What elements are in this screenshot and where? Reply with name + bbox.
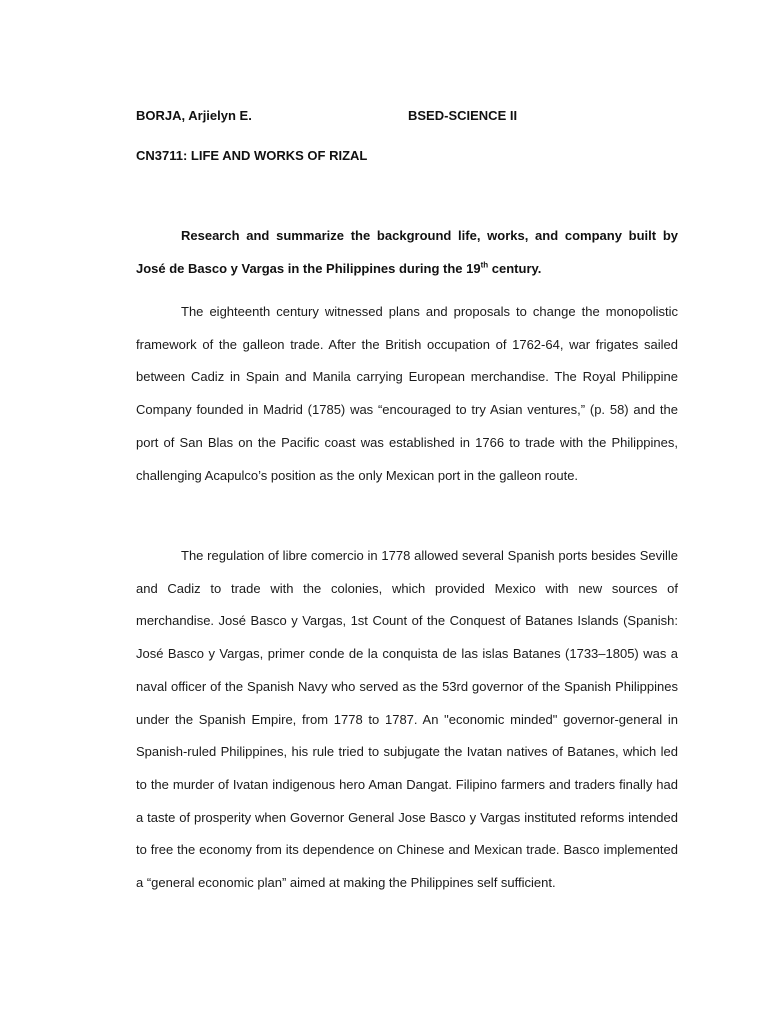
student-name: BORJA, Arjielyn E. xyxy=(136,108,252,123)
body-paragraph-2 xyxy=(136,540,678,900)
prompt-superscript: th xyxy=(480,260,489,270)
student-program: BSED-SCIENCE II xyxy=(408,108,518,123)
paragraph-text: The eighteenth century witnessed plans and proposals to change the monopolistic framework of the galleon trade. After the British occupation of 1762-64, war frigates sailed between Cadiz in Spain and Manila carrying European merchandise. The Royal Philippine Company founded in Madrid (1785) was “encouraged to try Asian ventures,” (p. 58) and the port of San Blas on the Pacific coast was established in 1766 to trade with the Philippines, challenging Acapulco’s position as the only Mexican port in the galleon route. xyxy=(136,304,678,483)
prompt-text: Research and summarize the background life, works, and company built by José de Basco y Vargas in the Philippines during the 19 xyxy=(136,228,678,276)
body-paragraph-1 xyxy=(136,296,678,492)
assignment-prompt xyxy=(136,219,678,285)
paragraph-text: The regulation of libre comercio in 1778 allowed several Spanish ports besides Seville and Cadiz to trade with the colonies, which provided Mexico with new sources of merchandise. José Basco y Vargas, 1st Count of the Conquest of Batanes Islands (Spanish: José Basco y Vargas, primer conde de la conquista de las islas Batanes (1733–1805) was a naval officer of the Spanish Navy who served as the 53rd governor of the Spanish Philippines under the Spanish Empire, from 1778 to 1787. An "economic minded" governor-general in Spanish-ruled Philippines, his rule tried to subjugate the Ivatan natives of Batanes, which led to the murder of Ivatan indigenous hero Aman Dangat. Filipino farmers and traders finally had a taste of prosperity when Governor General Jose Basco y Vargas instituted reforms intended to free the economy from its dependence on Chinese and Mexican trade. Basco implemented a “general economic plan” aimed at making the Philippines self sufficient. xyxy=(136,548,678,891)
course-title: CN3711: LIFE AND WORKS OF RIZAL xyxy=(136,148,368,163)
prompt-text-end: century. xyxy=(488,261,542,276)
